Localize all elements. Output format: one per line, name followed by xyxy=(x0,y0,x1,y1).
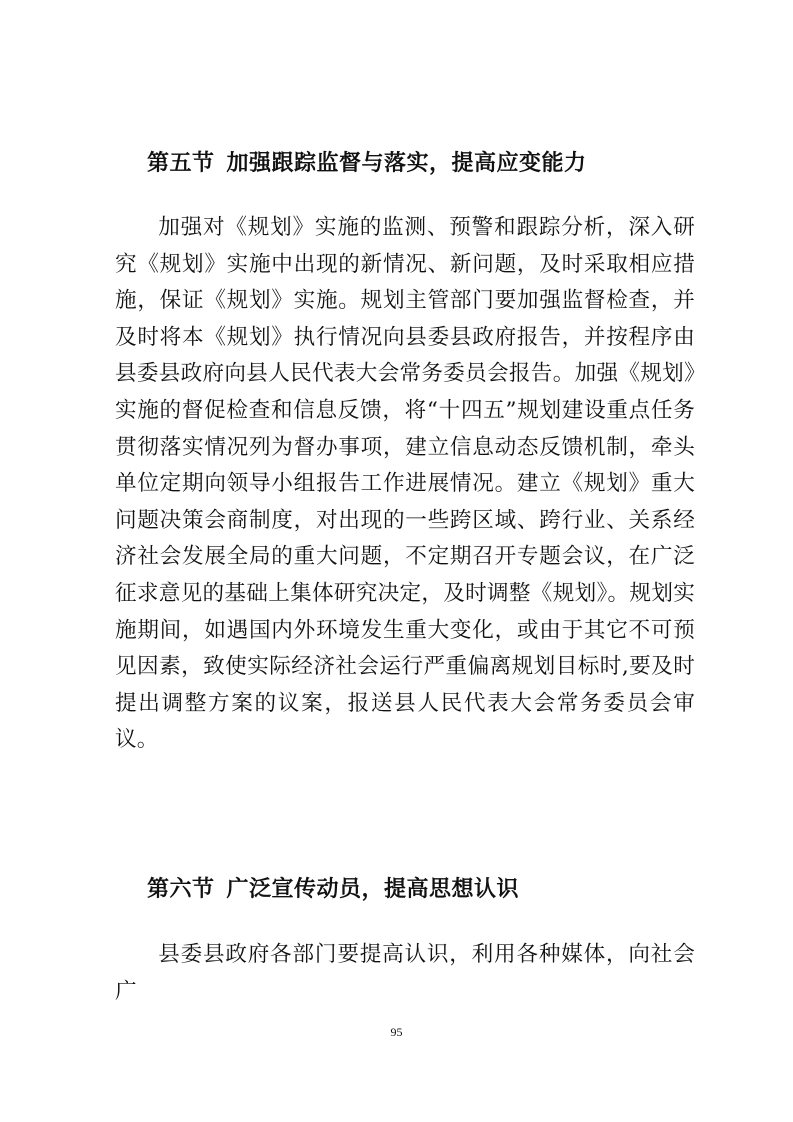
section-5-paragraph: 加强对《规划》实施的监测、预警和跟踪分析，深入研究《规划》实施中出现的新情况、新问题，及时采取相应措施，保证《规划》实施。规划主管部门要加强监督检查，并及时将本《规划》执行情况向县委县政府报告，并按程序由县委县政府向县人民代表大会常务委员会报告。加强《规划》实施的督促检查和信息反馈，将“十四五”规划建设重点任务贯彻落实情况列为督办事项，建立信息动态反馈机制，牵头单位定期向领导小组报告工作进展情况。建立《规划》重大问题决策会商制度，对出现的一些跨区域、跨行业、关系经济社会发展全局的重大问题，不定期召开专题会议，在广泛征求意见的基础上集体研究决定，及时调整《规划》。规划实施期间，如遇国内外环境发生重大变化，或由于其它不可预见因素，致使实际经济社会运行严重偏离规划目标时,要及时提出调整方案的议案，报送县人民代表大会常务委员会审议。 xyxy=(115,215,695,753)
section-6-number: 第六节 xyxy=(147,877,215,902)
section-5-heading xyxy=(147,146,587,177)
section-5-number: 第五节 xyxy=(147,151,215,176)
page-number: 95 xyxy=(390,1025,403,1039)
section-6-paragraph: 县委县政府各部门要提高认识，利用各种媒体，向社会广 xyxy=(115,942,695,1004)
section-6-title: 广泛宣传动员，提高思想认识 xyxy=(226,877,520,902)
section-5-title: 加强跟踪监督与落实，提高应变能力 xyxy=(226,151,587,176)
section-6-heading xyxy=(147,872,519,903)
